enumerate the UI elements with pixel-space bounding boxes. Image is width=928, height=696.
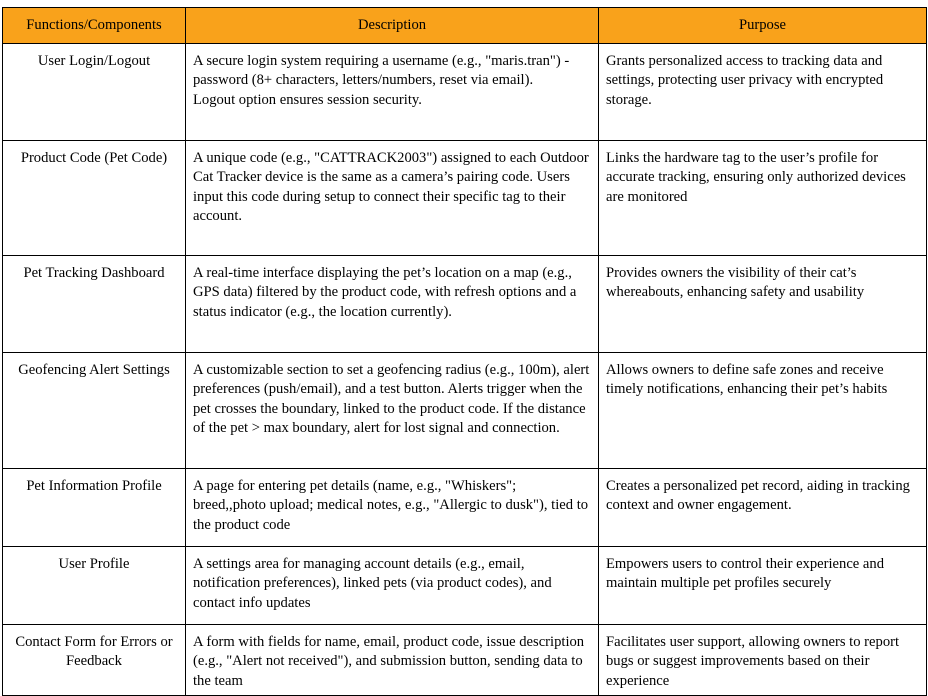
table-row (3, 44, 927, 141)
description-cell (186, 141, 599, 256)
table-row (3, 625, 927, 696)
purpose-cell: Facilitates user support, allowing owners to report bugs or suggest improvements based on their experience (599, 625, 927, 696)
purpose-cell: Links the hardware tag to the user’s profile for accurate tracking, ensuring only authorized devices are monitored (599, 141, 927, 256)
description-line: A customizable section to set a geofencing radius (e.g., 100m), alert preferences (push/email), and a test button. Alerts trigger when the pet crosses the boundary, linked to the product code. If the distance of the pet > max boundary, alert for lost signal and connection. (193, 362, 590, 437)
function-cell: Pet Tracking Dashboard (3, 256, 186, 353)
table-row (3, 469, 927, 547)
function-cell: User Login/Logout (3, 44, 186, 141)
description-line: A form with fields for name, email, product code, issue description (e.g., "Alert not received"), and submission button, sending data to the team (193, 634, 585, 689)
description-cell (186, 44, 599, 141)
table-row (3, 141, 927, 256)
function-cell: Pet Information Profile (3, 469, 186, 547)
table-row (3, 353, 927, 469)
purpose-cell: Provides owners the visibility of their cat’s whereabouts, enhancing safety and usability (599, 256, 927, 353)
description-line: Logout option ensures session security. (193, 91, 422, 108)
purpose-cell: Allows owners to define safe zones and receive timely notifications, enhancing their pet’s habits (599, 353, 927, 469)
table-row (3, 547, 927, 625)
description-cell (186, 625, 599, 696)
description-cell (186, 256, 599, 353)
function-cell: User Profile (3, 547, 186, 625)
header-functions: Functions/Components (3, 8, 186, 44)
description-line: A unique code (e.g., "CATTRACK2003") assigned to each Outdoor Cat Tracker device is the same as a camera’s pairing code. Users input this code during setup to connect their specific tag to their account. (193, 150, 589, 225)
description-line: A secure login system requiring a username (e.g., "maris.tran") - password (8+ characters, letters/numbers, reset via email). (193, 53, 570, 89)
description-line: A page for entering pet details (name, e.g., "Whiskers"; breed,,photo upload; medical notes, e.g., "Allergic to dusk"), tied to the product code (193, 478, 589, 533)
description-cell (186, 469, 599, 547)
purpose-cell: Empowers users to control their experience and maintain multiple pet profiles securely (599, 547, 927, 625)
purpose-cell: Grants personalized access to tracking data and settings, protecting user privacy with encrypted storage. (599, 44, 927, 141)
header-description: Description (186, 8, 599, 44)
description-cell (186, 547, 599, 625)
purpose-cell: Creates a personalized pet record, aiding in tracking context and owner engagement. (599, 469, 927, 547)
description-cell (186, 353, 599, 469)
features-table (2, 7, 927, 696)
function-cell: Contact Form for Errors or Feedback (3, 625, 186, 696)
function-cell: Product Code (Pet Code) (3, 141, 186, 256)
header-purpose: Purpose (599, 8, 927, 44)
function-cell: Geofencing Alert Settings (3, 353, 186, 469)
description-line: A settings area for managing account details (e.g., email, notification preferences), linked pets (via product codes), and contact info updates (193, 556, 552, 611)
description-line: A real-time interface displaying the pet’s location on a map (e.g., GPS data) filtered by the product code, with refresh options and a status indicator (e.g., the location currently). (193, 265, 577, 320)
table-row (3, 256, 927, 353)
header-row (3, 8, 927, 44)
